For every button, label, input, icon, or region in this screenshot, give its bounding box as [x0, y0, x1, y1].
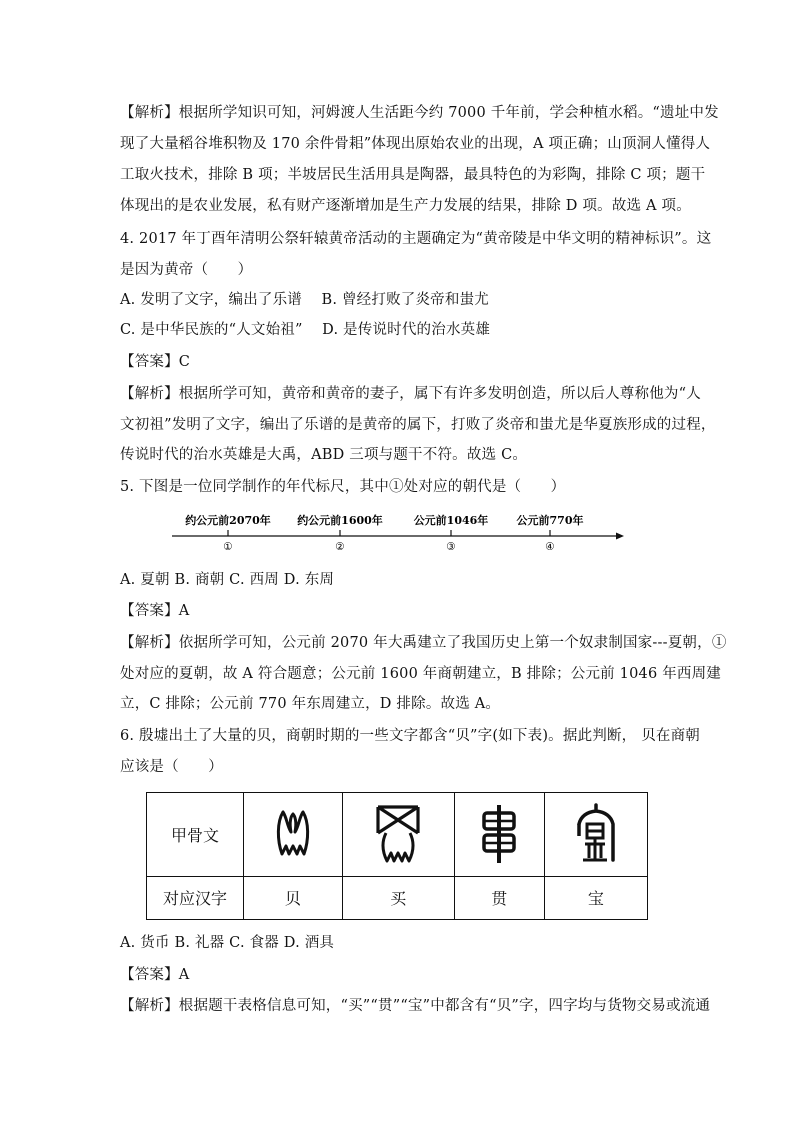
hanzi-row-header: 对应汉字	[147, 876, 244, 919]
timeline-label-1: 约公元前2070年	[185, 514, 271, 527]
hanzi-cell-2: 买	[342, 876, 454, 919]
timeline-arrow-icon	[616, 533, 624, 540]
q5-analysis-line-3: 立，C 排除；公元前 770 年东周建立，D 排除。故选 A。	[120, 696, 501, 712]
q5-analysis-line-2: 处对应的夏朝，故 A 符合题意；公元前 1600 年商朝建立，B 排除；公元前 1046 年西周建	[120, 666, 721, 682]
timeline-marker-1: ①	[223, 541, 233, 553]
timeline-svg	[168, 508, 628, 558]
oracle-mai-icon	[373, 803, 423, 865]
oracle-row-header: 甲骨文	[147, 793, 244, 877]
q3-analysis-line-2: 现了大量稻谷堆积物及 170 余件骨耜”体现出原始农业的出现，A 项正确；山顶洞人懂得人	[120, 136, 711, 152]
q4-analysis-line-2: 文初祖”发明了文字，编出了乐谱的是黄帝的属下，打败了炎帝和蚩尤是华夏族形成的过程，	[120, 417, 716, 433]
q5-answer: 【答案】A	[120, 603, 190, 619]
oracle-cell-3	[454, 793, 544, 877]
q4-options-line-1: A. 发明了文字，编出了乐谱 B. 曾经打败了炎帝和蚩尤	[120, 292, 489, 308]
hanzi-cell-3: 贯	[454, 876, 544, 919]
q4-answer: 【答案】C	[120, 354, 191, 370]
q4-analysis-line-1: 【解析】根据所学可知，黄帝和黄帝的妻子，属下有许多发明创造，所以后人尊称他为“人	[120, 386, 701, 402]
q6-options: A. 货币 B. 礼器 C. 食器 D. 酒具	[120, 935, 335, 951]
oracle-bao-icon	[573, 802, 619, 866]
q4-stem-line-1: 4. 2017 年丁酉年清明公祭轩辕黄帝活动的主题确定为“黄帝陵是中华文明的精神标识”。这	[120, 231, 712, 247]
timeline-ruler	[168, 508, 628, 558]
hanzi-cell-4: 宝	[544, 876, 647, 919]
q3-analysis-line-3: 工取火技术，排除 B 项；半坡居民生活用具是陶器，最具特色的为彩陶，排除 C 项；题干	[120, 167, 706, 183]
oracle-cell-4	[544, 793, 647, 877]
oracle-cell-2	[342, 793, 454, 877]
timeline-marker-2: ②	[335, 541, 345, 553]
timeline-marker-3: ③	[446, 541, 456, 553]
timeline-marker-4: ④	[545, 541, 555, 553]
q4-options-line-2: C. 是中华民族的“人文始祖” D. 是传说时代的治水英雄	[120, 322, 491, 338]
q6-stem-line-1: 6. 殷墟出土了大量的贝，商朝时期的一些文字都含“贝”字(如下表)。据此判断， 贝在商朝	[120, 728, 700, 744]
q5-options: A. 夏朝 B. 商朝 C. 西周 D. 东周	[120, 572, 335, 588]
hanzi-cell-1: 贝	[244, 876, 343, 919]
q6-stem-line-2: 应该是（ ）	[120, 759, 223, 775]
q4-stem-line-2: 是因为黄帝（ ）	[120, 262, 253, 278]
q6-analysis-line-1: 【解析】根据题干表格信息可知，“买”“贯”“宝”中都含有“贝”字，四字均与货物交易或流通	[120, 998, 711, 1014]
q4-analysis-line-3: 传说时代的治水英雄是大禹，ABD 三项与题干不符。故选 C。	[120, 447, 528, 463]
q6-answer: 【答案】A	[120, 967, 190, 983]
oracle-bei-icon	[271, 806, 315, 862]
q5-stem: 5. 下图是一位同学制作的年代标尺，其中①处对应的朝代是（ ）	[120, 479, 566, 495]
oracle-guan-icon	[479, 803, 519, 865]
q3-analysis-line-4: 体现出的是农业发展，私有财产逐渐增加是生产力发展的结果，排除 D 项。故选 A 项。	[120, 198, 691, 214]
timeline-label-3: 公元前1046年	[413, 514, 489, 527]
timeline-label-4: 公元前770年	[516, 514, 584, 527]
oracle-row	[147, 793, 648, 877]
oracle-cell-1	[244, 793, 343, 877]
q3-analysis-line-1: 【解析】根据所学知识可知，河姆渡人生活距今约 7000 千年前，学会种植水稻。“遗址中发	[120, 105, 719, 121]
timeline-label-2: 约公元前1600年	[297, 514, 383, 527]
q5-analysis-line-1: 【解析】依据所学可知，公元前 2070 年大禹建立了我国历史上第一个奴隶制国家---夏朝，①	[120, 635, 727, 651]
hanzi-row	[147, 876, 648, 919]
oracle-bone-table	[146, 792, 648, 920]
